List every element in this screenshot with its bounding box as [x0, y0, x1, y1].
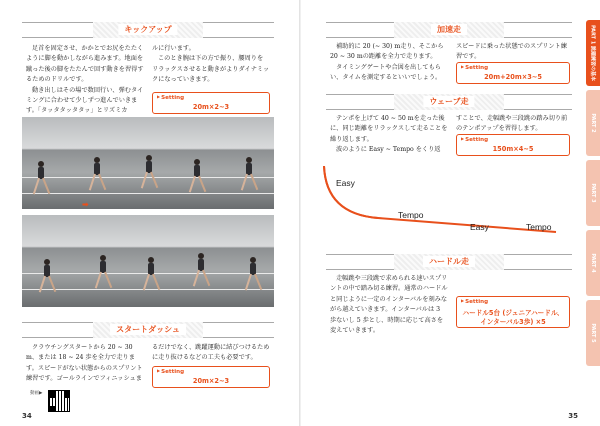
wave-setting — [456, 134, 570, 156]
start-dash-text-col1 — [26, 343, 144, 385]
start-dash-text-col2 — [152, 343, 270, 364]
setting-label: ▶ Setting — [157, 94, 184, 101]
kick-up-title: キックアップ — [118, 24, 177, 35]
qr-code-icon[interactable] — [48, 390, 70, 412]
acceleration-para1: 補助的に 20 (~ 30) m走り、そこから 20 ~ 30 mの距離を全力で走ります。 — [330, 43, 444, 61]
wave-para2: 波のように Easy ~ Tempo をくり返 — [336, 146, 441, 154]
kick-up-para2: 動き出しはその場で数回行い、弾むタイミングに合わせて少しずつ進んでいきます。「タッタタッタタッ」とリズミカ — [26, 86, 144, 115]
hurdle-header — [326, 254, 572, 270]
setting-label: ▶ Setting — [461, 298, 488, 305]
hurdle-title: ハードル走 — [423, 256, 475, 267]
setting-value-line1: ハードル5台 (ジュニアハードル、 — [462, 309, 564, 317]
page-number-right: 35 — [568, 412, 578, 420]
setting-value: 150m×4~5 — [492, 145, 534, 153]
side-tab-part2[interactable]: PART 2 — [586, 90, 600, 156]
kick-up-para4: このとき腕は下の方で振り、腰周りを リラックスさせると動きがよりダイナミックになっていきます。 — [152, 55, 270, 84]
side-tab-part3[interactable]: PART 3 — [586, 160, 600, 226]
setting-value: 20m+20m×3~5 — [484, 73, 542, 81]
runner-figure — [146, 257, 156, 293]
acceleration-para3: スピードに乗った状態でのスプリント練習です。 — [456, 43, 567, 61]
runner-figure — [244, 157, 254, 193]
wave-para3: すことで、走幅跳や三段跳の踏み切り前のテンポアップを習得します。 — [456, 115, 568, 133]
kick-up-setting — [152, 92, 270, 114]
wave-header — [326, 94, 572, 110]
wave-text-col2 — [456, 114, 570, 135]
kick-up-text-col1 — [26, 44, 144, 117]
runner-figure — [144, 155, 154, 191]
acceleration-header — [326, 22, 572, 38]
curve-label-tempo-1: Tempo — [398, 210, 424, 220]
kick-up-para1: 足首を固定させ、かかとでお尻をたたくように脚を動かしながら進みます。地面を蹴った後の脚をたたんで回す動きを習得するためのドリルです。 — [26, 45, 144, 84]
kick-up-photo-bottom — [22, 215, 274, 307]
wave-text-col1 — [330, 114, 448, 156]
runner-figure — [36, 161, 46, 197]
wave-tempo-diagram — [320, 162, 560, 242]
runner-figure — [42, 259, 52, 295]
side-tab-part5[interactable]: PART 5 — [586, 300, 600, 366]
side-tab-part4[interactable]: PART 4 — [586, 230, 600, 296]
acceleration-text-col2 — [456, 42, 570, 63]
curve-label-easy-1: Easy — [336, 178, 355, 188]
wave-para1: テンポを上げて 40 ~ 50 mを走った後に、同じ距離をリラックスして走ることを繰り返します。 — [330, 115, 448, 143]
start-dash-header — [22, 322, 274, 338]
runner-figure — [196, 253, 206, 289]
wave-title: ウェーブ走 — [423, 96, 474, 107]
video-label: 動画▶ — [30, 391, 43, 396]
start-dash-para1: クラウチングスタートから 20 ~ 30 m、または 18 ~ 24 歩を全力で走ります。スピードがない状態からのスプリント練習です。ゴールラインでフィニッシュま — [26, 344, 143, 383]
kick-up-header — [22, 22, 274, 38]
kick-up-para3: ルに行います。 — [152, 45, 195, 52]
acceleration-text-col1 — [330, 42, 448, 84]
hurdle-text — [330, 274, 448, 336]
setting-label: ▶ Setting — [461, 64, 488, 71]
setting-value: 20m×2~3 — [192, 377, 230, 385]
runner-figure — [98, 255, 108, 291]
kick-up-text-col2 — [152, 44, 270, 86]
hurdle-para1: 走幅跳や三段跳で求められる速いスプリントの中で踏み切る練習。通常のハードルと同じように一定のインターバルを刻みながら越えていきます。インターバルは 3 歩ないし 5 歩とし、時期に応じて高さを変えていきます。 — [330, 275, 448, 335]
setting-value: 20m×2~3 — [192, 103, 230, 111]
side-tab-part1[interactable]: PART 1 跳躍練習の基本 — [586, 20, 600, 86]
tempo-curve — [324, 166, 556, 232]
curve-label-tempo-2: Tempo — [526, 222, 552, 232]
curve-label-easy-2: Easy — [470, 222, 489, 232]
acceleration-para2: タイミングゲートや合図を出してもらい、タイムを測定するといいでしょう。 — [330, 63, 442, 82]
page-number-left: 34 — [22, 412, 32, 420]
setting-label: ▶ Setting — [461, 136, 488, 143]
kick-up-photo-top — [22, 117, 274, 209]
acceleration-setting — [456, 62, 570, 84]
setting-label: ▶ Setting — [157, 368, 184, 375]
start-dash-title: スタートダッシュ — [110, 324, 186, 335]
hurdle-setting — [456, 296, 570, 328]
sequence-arrow-icon: ➡ — [82, 200, 89, 209]
runner-figure — [248, 257, 258, 293]
start-dash-para2: るだけでなく、跳躍運動に結びつけるために走り抜けるなどの工夫も必要です。 — [152, 344, 270, 362]
start-dash-setting — [152, 366, 270, 388]
runner-figure — [192, 159, 202, 195]
acceleration-title: 加速走 — [431, 24, 467, 35]
setting-value-line2: インターバル3歩) ×5 — [480, 318, 546, 326]
runner-figure — [92, 157, 102, 193]
